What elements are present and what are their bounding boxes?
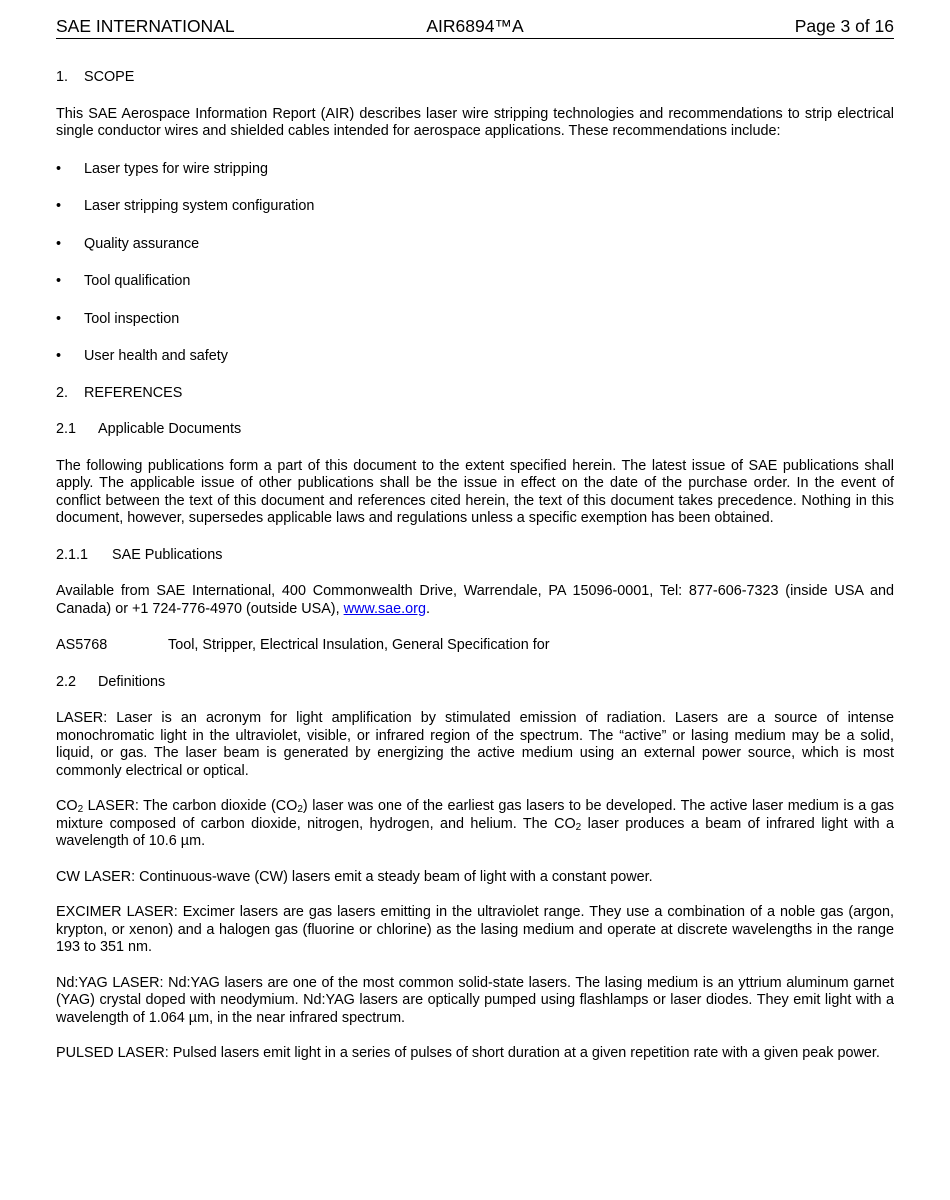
list-item: • Laser types for wire stripping [56,160,268,177]
section-title: Applicable Documents [98,421,242,437]
section-heading-references [56,385,894,403]
scope-intro: This SAE Aerospace Information Report (AIR) describes laser wire stripping technologies and recommendations to strip electrical single conductor wires and shielded cables intended for aerospace applications. These recommendations include: [56,105,894,139]
document-body [56,69,894,1063]
page-header [56,14,894,39]
bullet-icon: • [56,160,62,177]
section-number: 2.2 [56,673,77,690]
bullet-icon: • [56,348,62,364]
header-publisher: SAE INTERNATIONAL [56,16,235,36]
definition-excimer-laser: EXCIMER LASER: Excimer lasers are gas lasers emitting in the ultraviolet range. They use a combination of a noble gas (argon, krypton, or xenon) and a halogen gas (fluorine or chlorine) as the lasing medium and operate at discrete wavelengths in the range 193 to 351 nm. [56,904,894,955]
header-document-id: AIR6894™A [426,16,524,36]
definition-cw-laser: CW LASER: Continuous-wave (CW) lasers emit a steady beam of light with a constant power. [56,868,653,885]
section-title: SCOPE [84,69,135,85]
subsection-heading-definitions [56,674,894,692]
bullet-icon: • [56,235,62,252]
bullet-icon: • [56,198,62,214]
sae-publications-text: Available from SAE International, 400 Commonwealth Drive, Warrendale, PA 15096-0001, Tel: 877-606-7323 (inside USA and Canada) or +1 724-776-4970 (outside USA), www.sae.org. [56,583,894,617]
section-number: 1. [56,69,69,85]
applicable-documents-text: The following publications form a part of this document to the extent specified herein. The latest issue of SAE publications shall apply. The applicable issue of other publications shall be the issue in effect on the date of the purchase order. In the event of conflict between the text of this document and references cited herein, the text of this document takes precedence. Nothing in this document, however, supersedes applicable laws and regulations unless a specific exemption has been obtained. [56,457,894,526]
subsection-heading-applicable-documents [56,421,894,439]
list-item: • Laser stripping system configuration [56,198,315,214]
list-item: • Tool inspection [56,310,180,327]
section-title: REFERENCES [84,384,183,401]
header-page-number: Page 3 of 16 [794,16,894,36]
section-title: SAE Publications [112,546,223,563]
list-item: • Tool qualification [56,273,191,289]
reference-entry [56,637,894,655]
section-heading-scope [56,69,894,87]
definition-laser: LASER: Laser is an acronym for light amplification by stimulated emission of radiation. Lasers are a source of intense monochromatic light in the ultraviolet, visible, or infrared region of the spectrum. The “active” or lasing medium may be a solid, liquid, or gas. The laser beam is generated by energizing the active medium using an external power source, which is most commonly electrical or optical. [56,710,894,779]
definition-pulsed-laser: PULSED LASER: Pulsed lasers emit light in a series of pulses of short duration at a given repetition rate with a given peak power. [56,1045,880,1061]
bullet-icon: • [56,310,62,327]
section-number: 2. [56,384,69,401]
scope-bullet-list [56,161,894,366]
bullet-icon: • [56,273,62,289]
section-number: 2.1.1 [56,546,89,563]
reference-doc-title: Tool, Stripper, Electrical Insulation, General Specification for [168,637,550,653]
definition-ndyag-laser: Nd:YAG LASER: Nd:YAG lasers are one of the most common solid-state lasers. The lasing medium is an yttrium aluminum garnet (YAG) crystal doped with neodymium. Nd:YAG lasers are optically pumped using flashlamps or laser diodes. They emit light with a wavelength of 1.064 µm, in the near infrared spectrum. [56,974,894,1026]
sae-website-link[interactable]: www.sae.org [343,600,426,617]
section-number: 2.1 [56,421,77,437]
subsection-heading-sae-publications [56,547,894,565]
definition-co2-laser: $CO_2$ LASER: The carbon dioxide $(CO_2)$ laser was one of the earliest gas lasers to be developed. The active laser medium is a gas mixture composed of carbon dioxide, nitrogen, hydrogen, and helium. The $CO_2$ laser produces a beam of infrared light with a wavelength of 10.6 µm. [56,798,894,849]
list-item: • Quality assurance [56,235,200,252]
list-item: • User health and safety [56,348,228,364]
reference-doc-id: AS5768 [56,637,108,653]
section-title: Definitions [98,673,166,690]
